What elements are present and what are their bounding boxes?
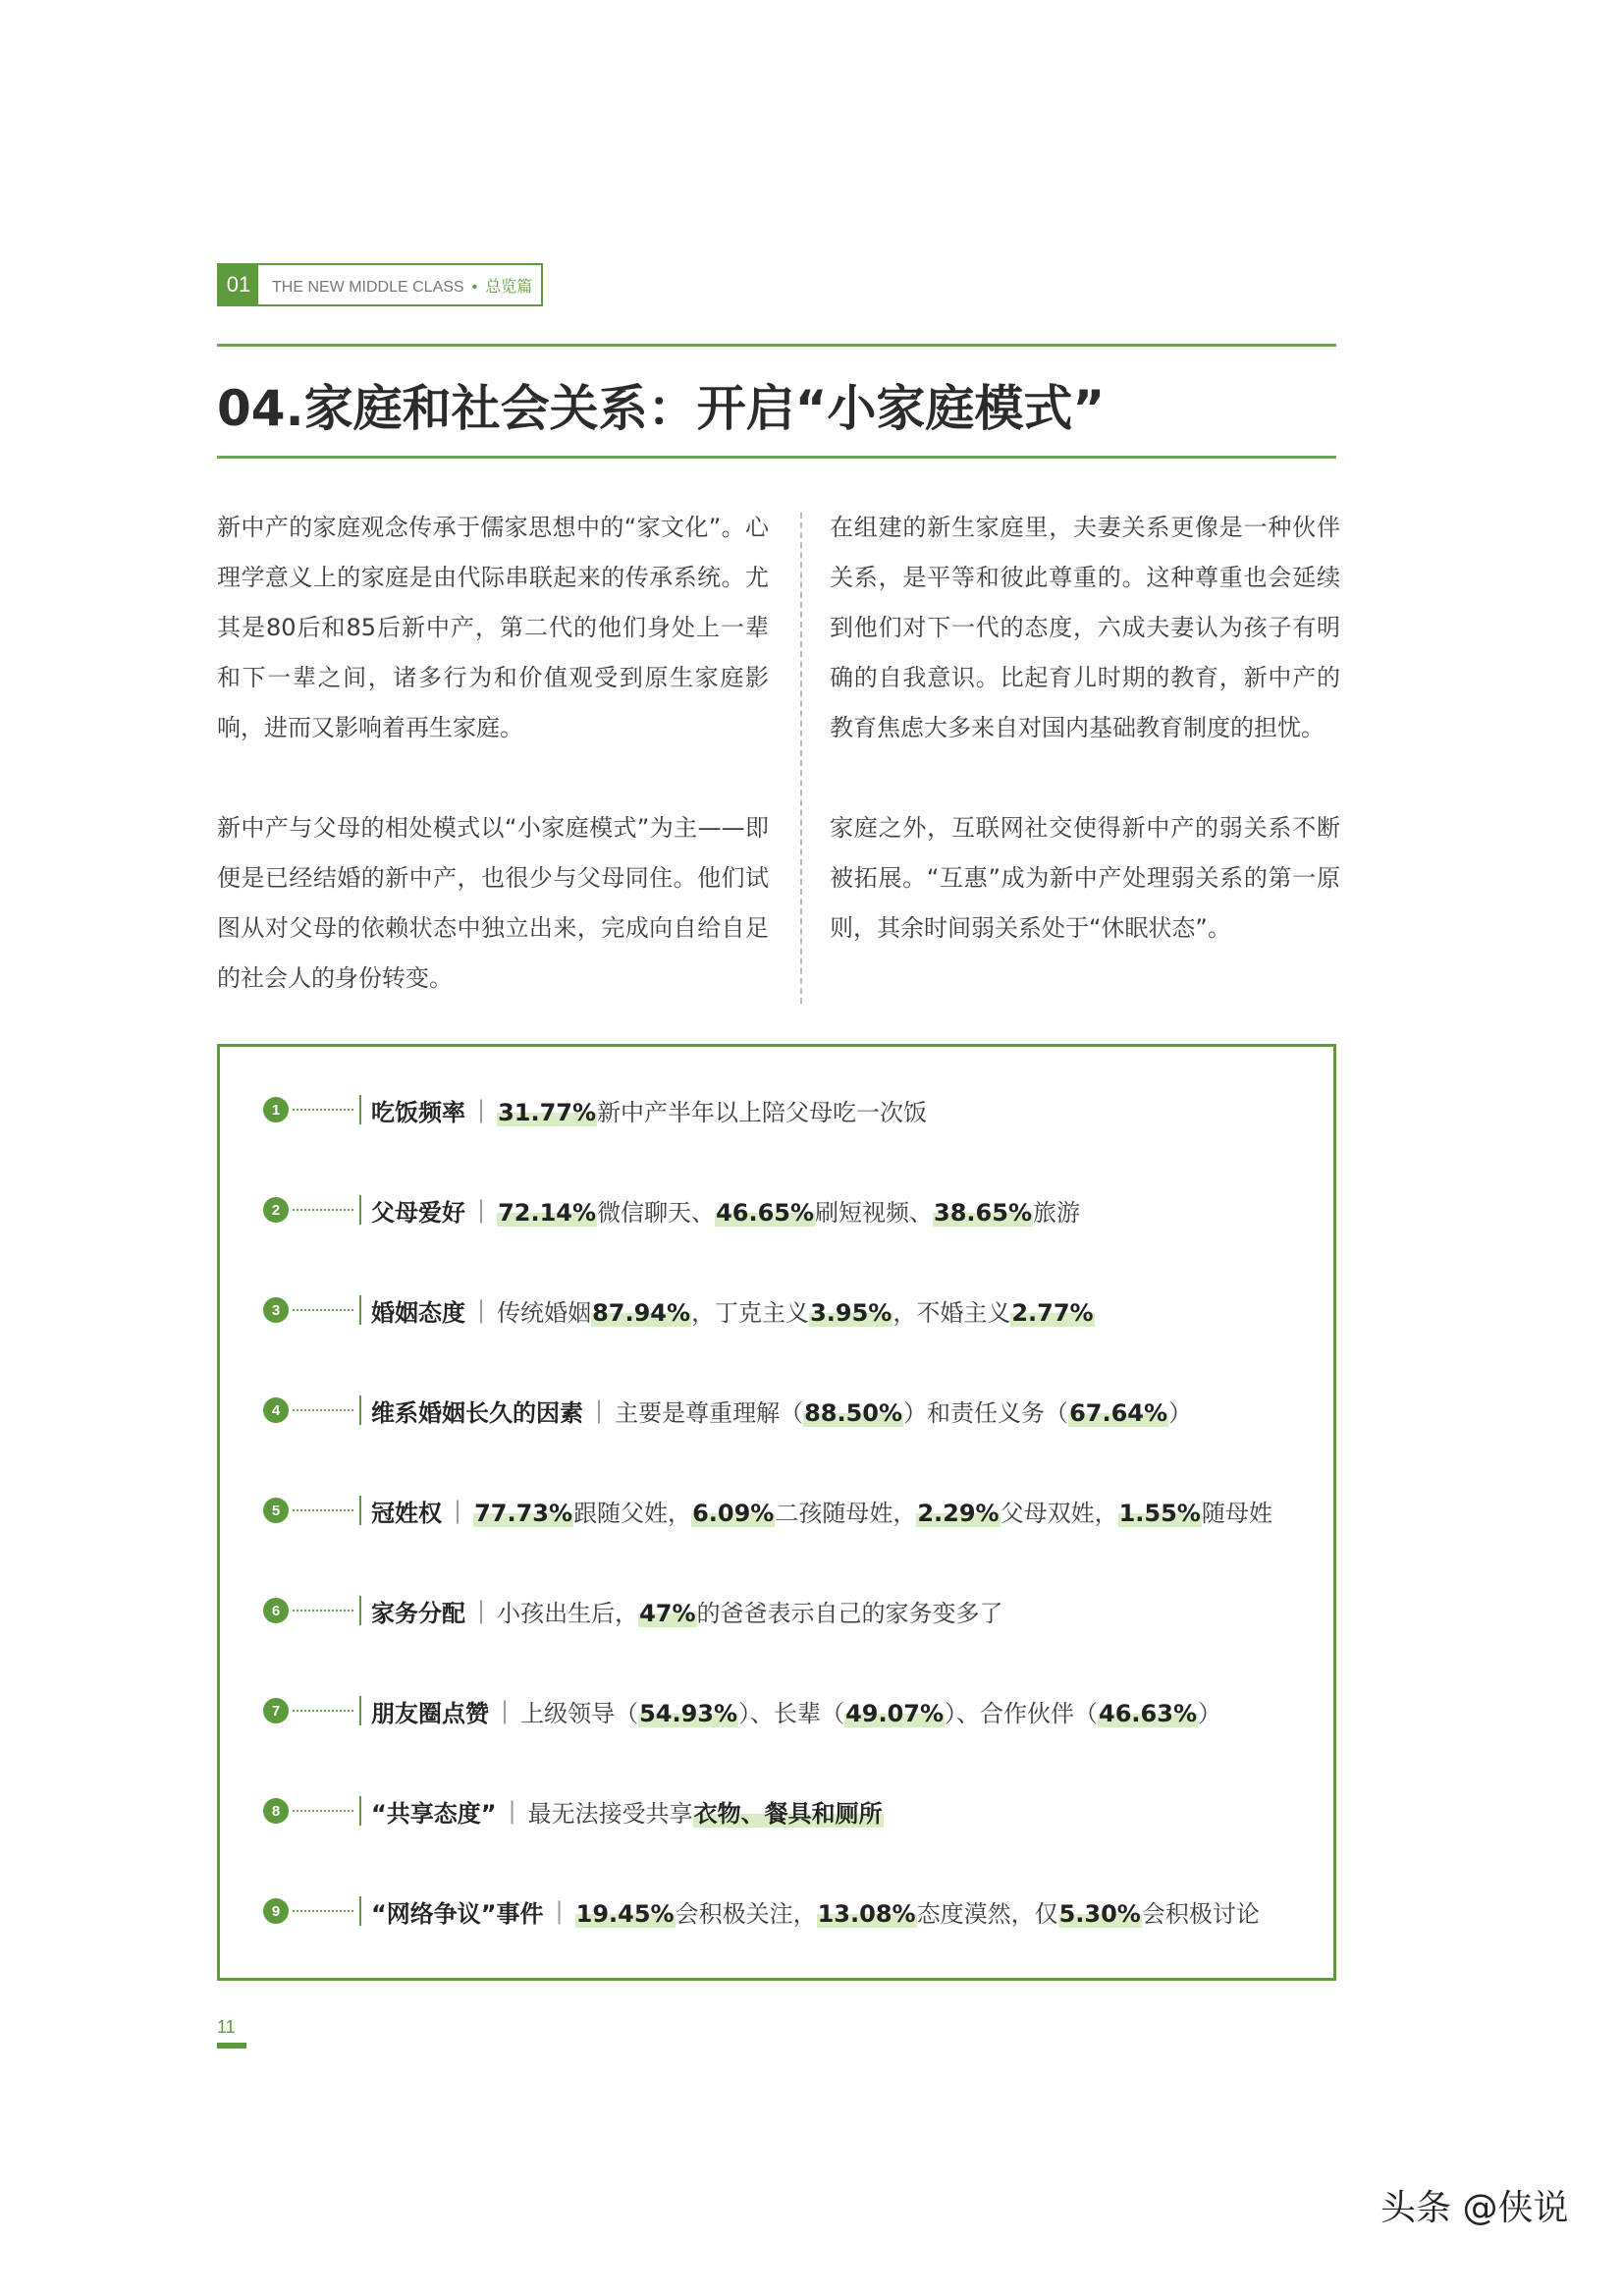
paragraph: 新中产的家庭观念传承于儒家思想中的“家文化”。心理学意义上的家庭是由代际串联起来的传承系统。尤其是80后和85后新中产，第二代的他们身处上一辈和下一辈之间，诸多行为和价值观受到原生家庭影响，进而又影响着再生家庭。 xyxy=(217,514,769,741)
fact-row xyxy=(263,1591,1003,1630)
highlighted-stat: 6.09% xyxy=(692,1499,775,1527)
highlighted-stat: 衣物、餐具和厕所 xyxy=(693,1799,883,1828)
page-title: 04.家庭和社会关系：开启“小家庭模式” xyxy=(217,380,1106,437)
fact-value xyxy=(473,1494,1272,1528)
highlighted-stat: 38.65% xyxy=(934,1198,1032,1227)
highlighted-stat: 3.95% xyxy=(810,1298,893,1327)
highlighted-stat: 49.07% xyxy=(845,1699,945,1727)
label-bar xyxy=(359,1295,361,1325)
fact-value xyxy=(528,1794,884,1829)
fact-text: ，不婚主义 xyxy=(893,1298,1011,1327)
label-bar xyxy=(359,1496,361,1525)
paragraph: 在组建的新生家庭里，夫妻关系更像是一种伙伴关系，是平等和彼此尊重的。这种尊重也会延续到他们对下一代的态度，六成夫妻认为孩子有明确的自我意识。比起育儿时期的教育，新中产的教育焦虑大多来自对国内基础教育制度的担忧。 xyxy=(830,514,1340,741)
separator: | xyxy=(454,1497,462,1524)
separator: | xyxy=(477,1296,486,1324)
fact-text: ） xyxy=(1168,1398,1193,1427)
fact-row xyxy=(263,1290,1095,1330)
highlighted-stat: 46.65% xyxy=(716,1198,815,1227)
dotted-connector xyxy=(293,1810,353,1812)
fact-value xyxy=(615,1394,1192,1428)
fact-number-badge: 7 xyxy=(263,1698,289,1723)
fact-text: 的爸爸表示自己的家务变多了 xyxy=(696,1599,1003,1627)
dotted-connector xyxy=(293,1910,353,1912)
dotted-connector xyxy=(293,1710,353,1712)
body-right-column xyxy=(830,503,1340,1004)
separator: | xyxy=(595,1396,604,1424)
highlighted-stat: 1.55% xyxy=(1118,1499,1201,1527)
dotted-connector xyxy=(293,1109,353,1111)
highlighted-stat: 77.73% xyxy=(474,1499,573,1527)
highlighted-stat: 72.14% xyxy=(498,1198,597,1227)
fact-label: 婚姻态度 xyxy=(371,1298,465,1327)
highlighted-stat: 88.50% xyxy=(804,1398,903,1427)
dotted-connector xyxy=(293,1209,353,1211)
fact-label: 父母爱好 xyxy=(371,1198,465,1227)
label-bar xyxy=(359,1395,361,1425)
fact-value xyxy=(497,1093,927,1127)
highlighted-stat: 46.63% xyxy=(1099,1699,1197,1727)
dotted-connector xyxy=(293,1409,353,1411)
fact-text: 会积极讨论 xyxy=(1141,1899,1260,1928)
fact-text: 刷短视频、 xyxy=(815,1198,934,1227)
fact-text: ） xyxy=(1198,1699,1221,1727)
paragraph: 家庭之外，互联网社交使得新中产的弱关系不断被拓展。“互惠”成为新中产处理弱关系的第一原则，其余时间弱关系处于“休眠状态”。 xyxy=(830,814,1340,942)
body-left-column xyxy=(217,503,769,1054)
fact-label: 吃饭频率 xyxy=(371,1098,465,1126)
fact-value xyxy=(497,1293,1095,1328)
fact-row xyxy=(263,1791,884,1831)
separator: | xyxy=(555,1897,564,1925)
fact-label: 冠姓权 xyxy=(371,1499,442,1527)
series-dot: • xyxy=(471,278,478,296)
fact-text: ）和责任义务（ xyxy=(903,1398,1069,1427)
fact-label: 家务分配 xyxy=(371,1599,465,1627)
separator: | xyxy=(501,1697,510,1724)
highlighted-stat: 54.93% xyxy=(639,1699,738,1727)
column-divider xyxy=(800,513,802,1004)
fact-number-badge: 8 xyxy=(263,1798,289,1824)
fact-text: 态度漠然，仅 xyxy=(916,1899,1058,1928)
fact-number-badge: 6 xyxy=(263,1598,289,1623)
fact-text: 主要是尊重理解（ xyxy=(615,1398,804,1427)
fact-number-badge: 9 xyxy=(263,1898,289,1924)
fact-text: 旅游 xyxy=(1033,1198,1080,1227)
dotted-connector xyxy=(293,1610,353,1612)
highlighted-stat: 5.30% xyxy=(1058,1899,1141,1928)
fact-row xyxy=(263,1691,1221,1730)
label-bar xyxy=(359,1796,361,1826)
fact-label: 朋友圈点赞 xyxy=(371,1699,489,1727)
highlighted-stat: 31.77% xyxy=(498,1098,597,1126)
fact-value xyxy=(520,1694,1221,1728)
fact-text: 微信聊天、 xyxy=(597,1198,716,1227)
page-number: 11 xyxy=(217,2017,236,2037)
fact-text: 传统婚姻 xyxy=(497,1298,592,1327)
label-bar xyxy=(359,1596,361,1625)
page-number-bar xyxy=(217,2043,246,2049)
highlighted-stat: 2.77% xyxy=(1011,1298,1094,1327)
highlighted-stat: 67.64% xyxy=(1069,1398,1168,1427)
fact-value xyxy=(497,1193,1080,1228)
separator: | xyxy=(477,1196,486,1224)
fact-text: ，丁克主义 xyxy=(691,1298,810,1327)
fact-number-badge: 3 xyxy=(263,1297,289,1323)
fact-text: 跟随父姓， xyxy=(573,1499,692,1527)
highlighted-stat: 87.94% xyxy=(592,1298,691,1327)
section-number: 01 xyxy=(219,265,258,304)
label-bar xyxy=(359,1195,361,1225)
fact-text: 小孩出生后， xyxy=(497,1599,639,1627)
watermark: 头条 @侠说 xyxy=(1380,2188,1569,2228)
fact-row xyxy=(263,1891,1260,1931)
series-name: THE NEW MIDDLE CLASS xyxy=(272,278,464,296)
section-series xyxy=(258,274,532,297)
fact-value xyxy=(575,1894,1260,1929)
separator: | xyxy=(508,1797,516,1825)
fact-number-badge: 1 xyxy=(263,1097,289,1122)
fact-value xyxy=(497,1594,1002,1628)
separator: | xyxy=(477,1096,486,1123)
fact-text: 新中产半年以上陪父母吃一次饭 xyxy=(597,1098,928,1126)
fact-text: 会积极关注， xyxy=(675,1899,817,1928)
fact-number-badge: 2 xyxy=(263,1197,289,1223)
facts-panel xyxy=(217,1044,1336,1981)
fact-text: 上级领导（ xyxy=(520,1699,639,1727)
label-bar xyxy=(359,1696,361,1725)
fact-text: 随母姓 xyxy=(1201,1499,1272,1527)
fact-text: 最无法接受共享 xyxy=(527,1799,693,1828)
fact-number-badge: 5 xyxy=(263,1498,289,1523)
highlighted-stat: 47% xyxy=(639,1599,696,1627)
fact-row xyxy=(263,1190,1080,1230)
fact-text: 父母双姓， xyxy=(1000,1499,1118,1527)
fact-text: ）、合作伙伴（ xyxy=(945,1699,1099,1727)
section-name: 总览篇 xyxy=(485,278,533,296)
title-rule-top xyxy=(217,344,1336,347)
fact-row xyxy=(263,1491,1272,1530)
title-rule-bottom xyxy=(217,456,1336,459)
fact-label: “共享态度” xyxy=(371,1799,497,1828)
section-tag xyxy=(217,263,543,306)
fact-label: 维系婚姻长久的因素 xyxy=(371,1398,583,1427)
fact-text: 二孩随母姓， xyxy=(775,1499,917,1527)
fact-number-badge: 4 xyxy=(263,1397,289,1423)
paragraph: 新中产与父母的相处模式以“小家庭模式”为主——即便是已经结婚的新中产，也很少与父母同住。他们试图从对父母的依赖状态中独立出来，完成向自给自足的社会人的身份转变。 xyxy=(217,814,769,992)
fact-text: ）、长辈（ xyxy=(738,1699,845,1727)
dotted-connector xyxy=(293,1509,353,1511)
highlighted-stat: 2.29% xyxy=(917,1499,1000,1527)
fact-row xyxy=(263,1391,1192,1430)
dotted-connector xyxy=(293,1309,353,1311)
highlighted-stat: 19.45% xyxy=(575,1899,675,1928)
label-bar xyxy=(359,1896,361,1926)
label-bar xyxy=(359,1095,361,1124)
fact-row xyxy=(263,1090,927,1129)
fact-label: “网络争议”事件 xyxy=(371,1899,544,1928)
highlighted-stat: 13.08% xyxy=(817,1899,916,1928)
separator: | xyxy=(477,1597,486,1624)
